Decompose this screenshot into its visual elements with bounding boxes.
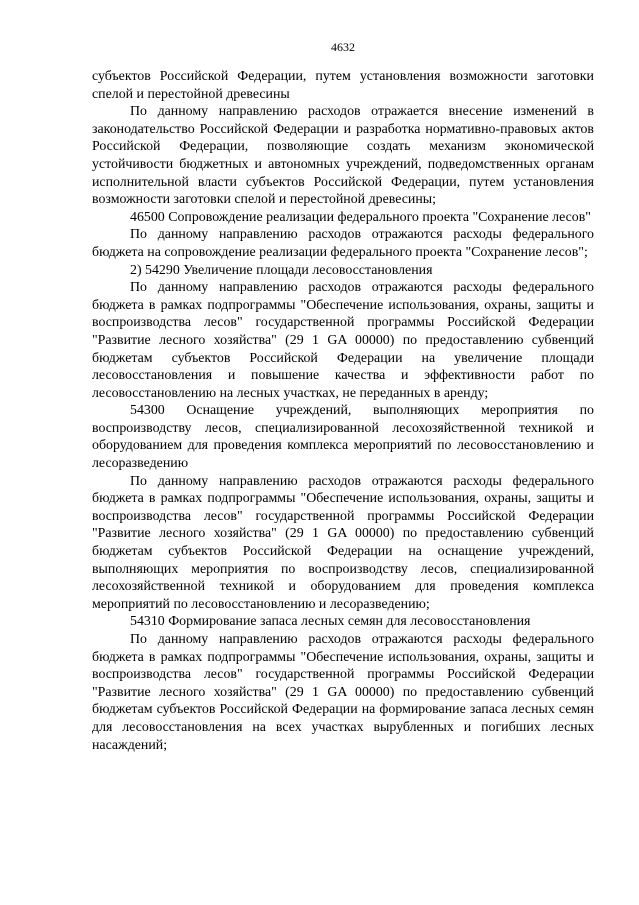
paragraph: По данному направлению расходов отражаются расходы федерального бюджета в рамках подпрограммы "Обеспечение использования, охраны, защиты и воспроизводства лесов" государственной программы Российской Федерации "Развитие лесного хозяйства" (29 1 GA 00000) по предоставлению субвенций бюджетам субъектов Российской Федерации на увеличение площади лесовосстановления и повышение качества и эффективности работ по лесовосстановлению на лесных участках, не переданных в аренду; — [92, 280, 594, 401]
paragraph: По данному направлению расходов отражается внесение изменений в законодательство Российской Федерации и разработка нормативно-правовых актов Российской Федерации, позволяющие создать механизм экономической устойчивости бюджетных и автономных учреждений, подведомственных органам исполнительной власти субъектов Российской Федерации, путем установления возможности заготовки спелой и перестойной древесины; — [92, 104, 594, 208]
section-heading-54300: 54300 Оснащение учреждений, выполняющих мероприятия по воспроизводству лесов, специализированной лесохозяйственной техникой и оборудованием для проведения комплекса мероприятий по лесовосстановлению и лесоразведению — [92, 403, 594, 472]
page-number: 4632 — [331, 40, 355, 54]
paragraph: По данному направлению расходов отражаются расходы федерального бюджета в рамках подпрограммы "Обеспечение использования, охраны, защиты и воспроизводства лесов" государственной программы Российской Федерации "Развитие лесного хозяйства" (29 1 GA 00000) по предоставлению субвенций бюджетам субъектов Российской Федерации на формирование запаса лесных семян для лесовосстановления на всех участках вырубленных и погибших лесных насаждений; — [92, 632, 594, 753]
section-heading-54310: 54310 Формирование запаса лесных семян для лесовосстановления — [130, 614, 531, 630]
section-heading-46500: 46500 Сопровождение реализации федерального проекта "Сохранение лесов" — [130, 209, 591, 225]
section-heading-54290: 2) 54290 Увеличение площади лесовосстановления — [130, 262, 433, 278]
paragraph: По данному направлению расходов отражаются расходы федерального бюджета в рамках подпрограммы "Обеспечение использования, охраны, защиты и воспроизводства лесов" государственной программы Российской Федерации "Развитие лесного хозяйства" (29 1 GA 00000) по предоставлению субвенций бюджетам субъектов Российской Федерации на оснащение учреждений, выполняющих мероприятия по воспроизводству лесов, специализированной лесохозяйственной техникой и оборудованием для проведения комплекса мероприятий по лесовосстановлению и лесоразведению; — [92, 473, 594, 612]
page-body — [92, 68, 594, 754]
paragraph: По данному направлению расходов отражаются расходы федерального бюджета на сопровождение реализации федерального проекта "Сохранение лесов"; — [92, 227, 594, 260]
paragraph-continuation: субъектов Российской Федерации, путем установления возможности заготовки спелой и перестойной древесины — [92, 69, 594, 102]
